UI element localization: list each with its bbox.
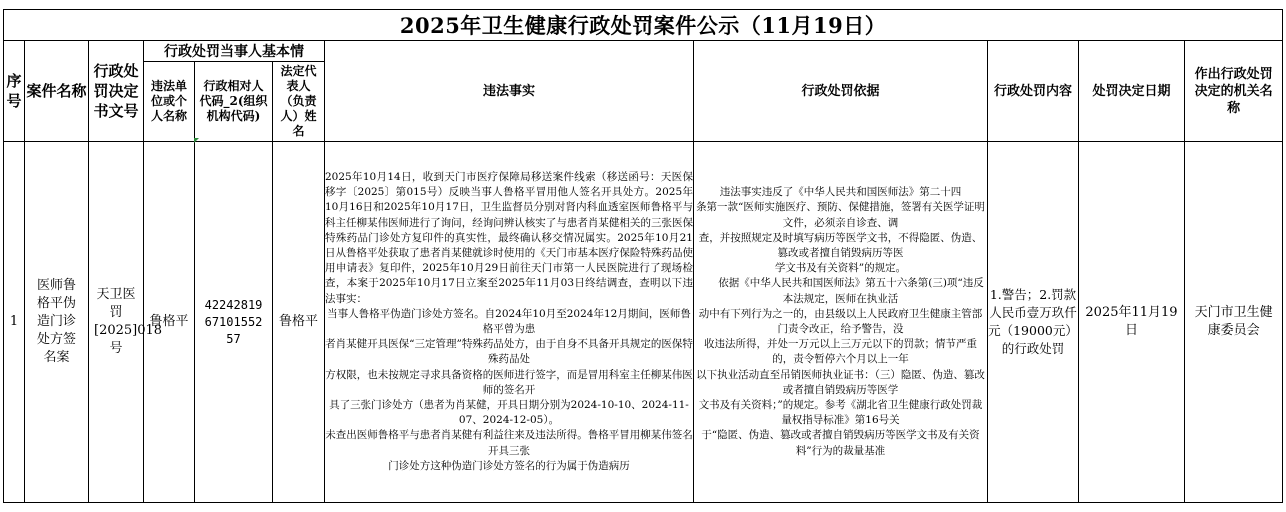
facts-line: 未查出医师鲁格平与患者肖某健有利益往来及违法所得。鲁格平冒用柳某伟签名开具三张	[325, 429, 693, 457]
cell-case-name[interactable]: 医师鲁格平伪造门诊处方签名案	[25, 142, 89, 503]
header-seq[interactable]: 序号	[4, 41, 25, 142]
basis-line: 动中有下列行为之一的，由县级以上人民政府卫生健康主管部门责令改正，给予警告，没	[698, 307, 983, 335]
header-basis[interactable]: 行政处罚依据	[694, 41, 988, 142]
header-content[interactable]: 行政处罚内容	[988, 41, 1079, 142]
header-facts[interactable]: 违法事实	[325, 41, 694, 142]
facts-line: 门诊处方这种伪造门诊处方签名的行为属于伪造病历	[388, 459, 630, 472]
facts-line: 具了三张门诊处方（患者为肖某健，开具日期分别为2024-10-10、2024-11-07、2024-12-05）。	[329, 399, 689, 427]
header-date[interactable]: 处罚决定日期	[1079, 41, 1185, 142]
penalty-table	[3, 9, 1283, 503]
cell-basis[interactable]	[694, 142, 988, 503]
basis-line: 学文书及有关资料”的规定。	[774, 262, 907, 275]
basis-line: 以下执业活动直至吊销医师执业证书：（三）隐匿、伪造、篡改或者擅自销毁病历等医学	[696, 368, 985, 396]
cell-party-code[interactable]: 4224281967101552 57	[195, 142, 273, 503]
basis-line: 文书及有关资料；”的规定。参考《湖北省卫生健康行政处罚裁量权指导标准》第16号关	[698, 399, 983, 427]
basis-line: 收违法所得，并处一万元以上三万元以下的罚款；情节严重的，责令暂停六个月以上一年	[704, 338, 977, 366]
cell-legal-rep[interactable]: 鲁格平	[273, 142, 325, 503]
header-case-name[interactable]: 案件名称	[25, 41, 89, 142]
basis-line: 于“隐匿、伪造、篡改或者擅自销毁病历等医学文书及有关资料”行为的裁量基准	[701, 429, 980, 457]
header-authority[interactable]: 作出行政处罚决定的机关名称	[1185, 41, 1283, 142]
facts-line: 者肖某健开具医保“三定管理”特殊药品处方，由于自身不具备开具规定的医保特殊药品处	[325, 338, 693, 366]
header-party-name[interactable]: 违法单位或个人名称	[144, 62, 195, 142]
sheet-title[interactable]: 2025年卫生健康行政处罚案件公示（11月19日）	[4, 10, 1283, 41]
cell-decision-no[interactable]: 天卫医罚[2025]018号	[89, 142, 144, 503]
basis-line: 违法事实违反了《中华人民共和国医师法》第二十四	[719, 186, 962, 199]
cell-facts[interactable]	[325, 142, 694, 503]
header-party-group[interactable]: 行政处罚当事人基本情	[144, 41, 325, 62]
cell-date[interactable]: 2025年11月19日	[1079, 142, 1185, 503]
facts-line: 方权限，也未按规定寻求具备资格的医师进行签字，而是冒用科室主任柳某伟医师的签名开	[325, 368, 693, 396]
cell-party-name[interactable]: 鲁格平	[144, 142, 195, 503]
cell-content[interactable]: 1.警告；2.罚款人民币壹万玖仟元（19000元）的行政处罚	[988, 142, 1079, 503]
header-decision-no[interactable]: 行政处罚决定书文号	[89, 41, 144, 142]
cell-authority[interactable]: 天门市卫生健康委员会	[1185, 142, 1283, 503]
cell-comment-marker-icon	[194, 138, 199, 143]
cell-seq[interactable]: 1	[4, 142, 25, 503]
basis-line: 查，并按照规定及时填写病历等医学文书，不得隐匿、伪造、篡改或者擅自销毁病历等医	[698, 231, 983, 259]
basis-line: 依据《中华人民共和国医师法》第五十六条第(三)项“违反本法规定，医师在执业活	[718, 277, 984, 305]
basis-line: 条第一款“医师实施医疗、预防、保健措施，签署有关医学证明文件，必须亲自诊查、调	[696, 201, 985, 229]
header-legal-rep[interactable]: 法定代表人（负责人）姓名	[273, 62, 325, 142]
facts-line: 当事人鲁格平伪造门诊处方签名。自2024年10月至2024年12月期间，医师鲁格平曾为患	[327, 307, 691, 335]
header-party-code[interactable]: 行政相对人代码_2(组织机构代码)	[195, 62, 273, 142]
facts-paragraph: 2025年10月14日，收到天门市医疗保障局移送案件线索（移送函号：天医保移字〔2025〕第015号）反映当事人鲁格平冒用他人签名开具处方。2025年10月16日和2025年10月17日，卫生监督员分别对肾内科血透室医师鲁格平与科主任柳某伟医师进行了询问，经询问辨认核实了与患者肖某健相关的三张医保特殊药品门诊处方复印件的真实性，最终确认移交情况属实。2025年10月21日从鲁格平处获取了患者肖某健就诊时使用的《天门市基本医疗保险特殊药品使用申请表》复印件，2025年10月29日前往天门市第一人民医院进行了现场检查，本案于2025年10月17日立案至2025年11月03日终结调查，查明以下违法事实：	[325, 170, 693, 305]
